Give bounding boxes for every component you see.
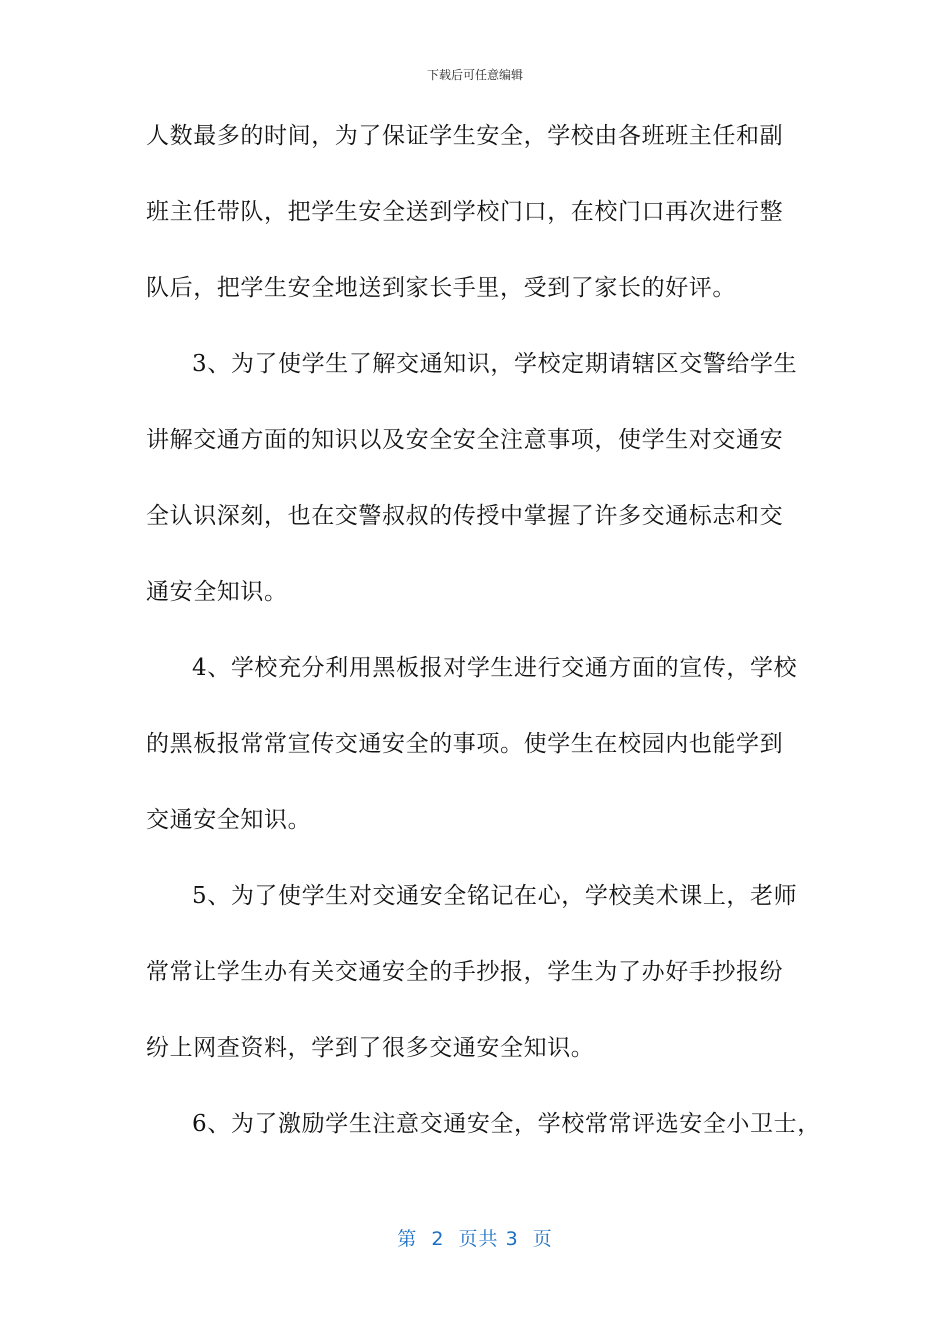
page-label-mid: 页共	[458, 1228, 499, 1250]
text-line-4: 3、为了使学生了解交通知识，学校定期请辖区交警给学生	[192, 351, 798, 377]
text-line-7: 通安全知识。	[146, 579, 288, 605]
text-line-11: 5、为了使学生对交通安全铭记在心，学校美术课上，老师	[192, 883, 798, 909]
document-body	[146, 117, 821, 1181]
page-total: 3	[505, 1228, 519, 1250]
text-line-13: 纷上网查资料，学到了很多交通安全知识。	[146, 1035, 595, 1061]
text-line-8: 4、学校充分利用黑板报对学生进行交通方面的宣传，学校	[192, 655, 798, 681]
text-line-5: 讲解交通方面的知识以及安全安全注意事项，使学生对交通安	[146, 427, 784, 453]
page-number: 2	[431, 1228, 445, 1250]
text-line-6: 全认识深刻，也在交警叔叔的传授中掌握了许多交通标志和交	[146, 503, 784, 529]
text-line-3: 队后，把学生安全地送到家长手里，受到了家长的好评。	[146, 275, 736, 301]
text-line-10: 交通安全知识。	[146, 807, 312, 833]
text-line-2: 班主任带队，把学生安全送到学校门口，在校门口再次进行整	[146, 199, 784, 225]
page-footer	[0, 1224, 950, 1251]
page-label-suffix: 页	[532, 1228, 553, 1250]
text-line-1: 人数最多的时间，为了保证学生安全，学校由各班班主任和副	[146, 123, 784, 149]
header-note: 下载后可任意编辑	[426, 68, 523, 82]
text-line-14: 6、为了激励学生注意交通安全，学校常常评选安全小卫士，	[192, 1111, 821, 1137]
page-label-prefix: 第	[397, 1228, 418, 1250]
text-line-9: 的黑板报常常宣传交通安全的事项。使学生在校园内也能学到	[146, 731, 784, 757]
text-line-12: 常常让学生办有关交通安全的手抄报，学生为了办好手抄报纷	[146, 959, 784, 985]
